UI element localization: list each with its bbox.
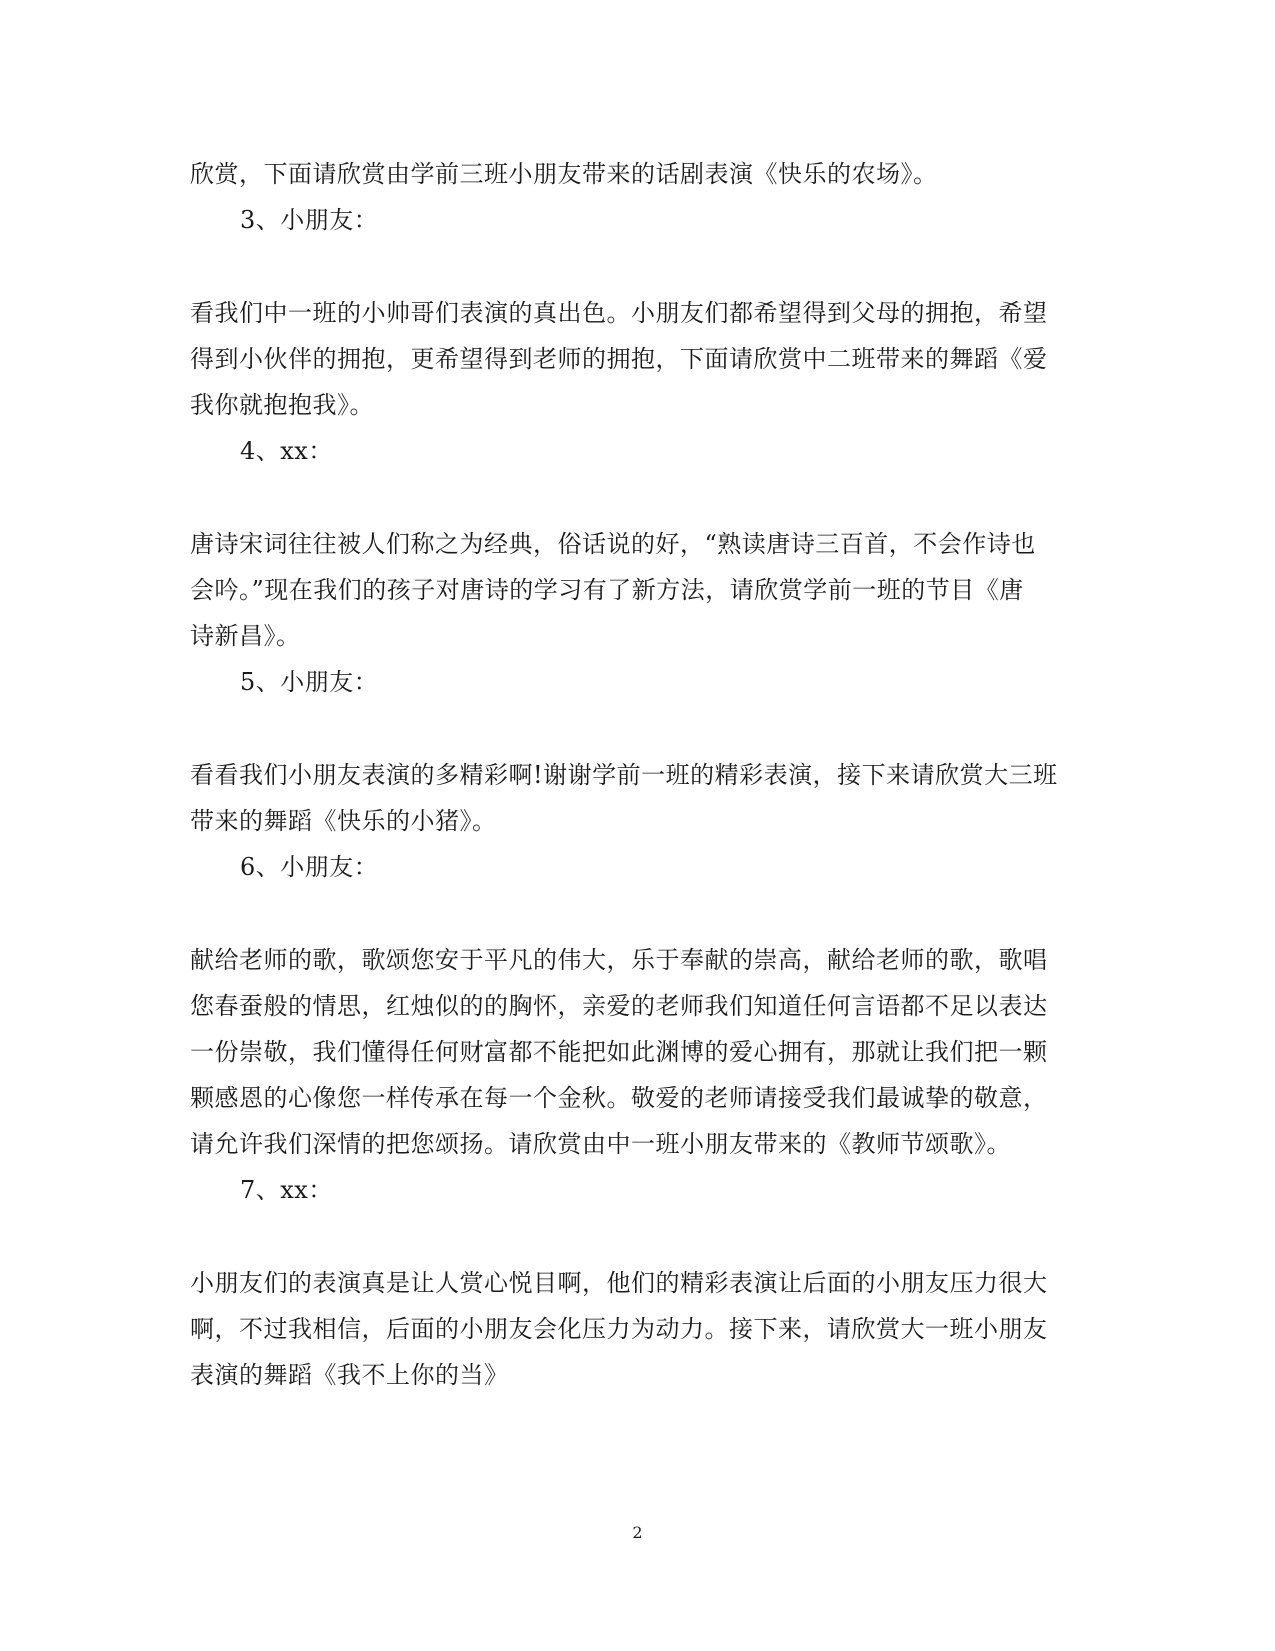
paragraph-line: 一份崇敬，我们懂得任何财富都不能把如此渊博的爱心拥有，那就让我们把一颗 (190, 1038, 1048, 1066)
paragraph-line: 献给老师的歌，歌颂您安于平凡的伟大，乐于奉献的崇高，献给老师的歌，歌唱 (190, 946, 1048, 974)
paragraph-line: 会吟。”现在我们的孩子对唐诗的学习有了新方法，请欣赏学前一班的节目《唐 (190, 576, 1024, 604)
paragraph-line: 您春蚕般的情思，红烛似的的胸怀，亲爱的老师我们知道任何言语都不足以表达 (190, 992, 1048, 1020)
section-heading: 7、xx： (240, 1176, 333, 1204)
paragraph-line: 看我们中一班的小帅哥们表演的真出色。小朋友们都希望得到父母的拥抱，希望 (190, 299, 1048, 327)
section-heading: 3、小朋友： (240, 206, 379, 234)
paragraph-line: 小朋友们的表演真是让人赏心悦目啊，他们的精彩表演让后面的小朋友压力很大 (190, 1269, 1048, 1297)
page-number: 2 (632, 1523, 643, 1542)
paragraph-line: 看看我们小朋友表演的多精彩啊!谢谢学前一班的精彩表演，接下来请欣赏大三班 (190, 761, 1058, 789)
paragraph-line: 带来的舞蹈《快乐的小猪》。 (190, 807, 497, 835)
paragraph-line: 诗新昌》。 (190, 622, 301, 650)
paragraph-line: 表演的舞蹈《我不上你的当》 (190, 1361, 509, 1389)
section-heading: 5、小朋友： (240, 668, 379, 696)
paragraph-line: 颗感恩的心像您一样传承在每一个金秋。敬爱的老师请接受我们最诚挚的敬意， (190, 1084, 1048, 1112)
paragraph-line: 请允许我们深情的把您颂扬。请欣赏由中一班小朋友带来的《教师节颂歌》。 (190, 1130, 1011, 1158)
section-heading: 6、小朋友： (240, 853, 379, 881)
section-heading: 4、xx： (240, 437, 333, 465)
paragraph-line: 欣赏，下面请欣赏由学前三班小朋友带来的话剧表演《快乐的农场》。 (190, 160, 938, 188)
paragraph-line: 得到小伙伴的拥抱，更希望得到老师的拥抱，下面请欣赏中二班带来的舞蹈《爱 (190, 345, 1048, 373)
paragraph-line: 我你就抱抱我》。 (190, 391, 374, 419)
paragraph-line: 唐诗宋词往往被人们称之为经典，俗话说的好，“熟读唐诗三百首，不会作诗也 (190, 530, 1036, 558)
paragraph-line: 啊，不过我相信，后面的小朋友会化压力为动力。接下来，请欣赏大一班小朋友 (190, 1315, 1048, 1343)
